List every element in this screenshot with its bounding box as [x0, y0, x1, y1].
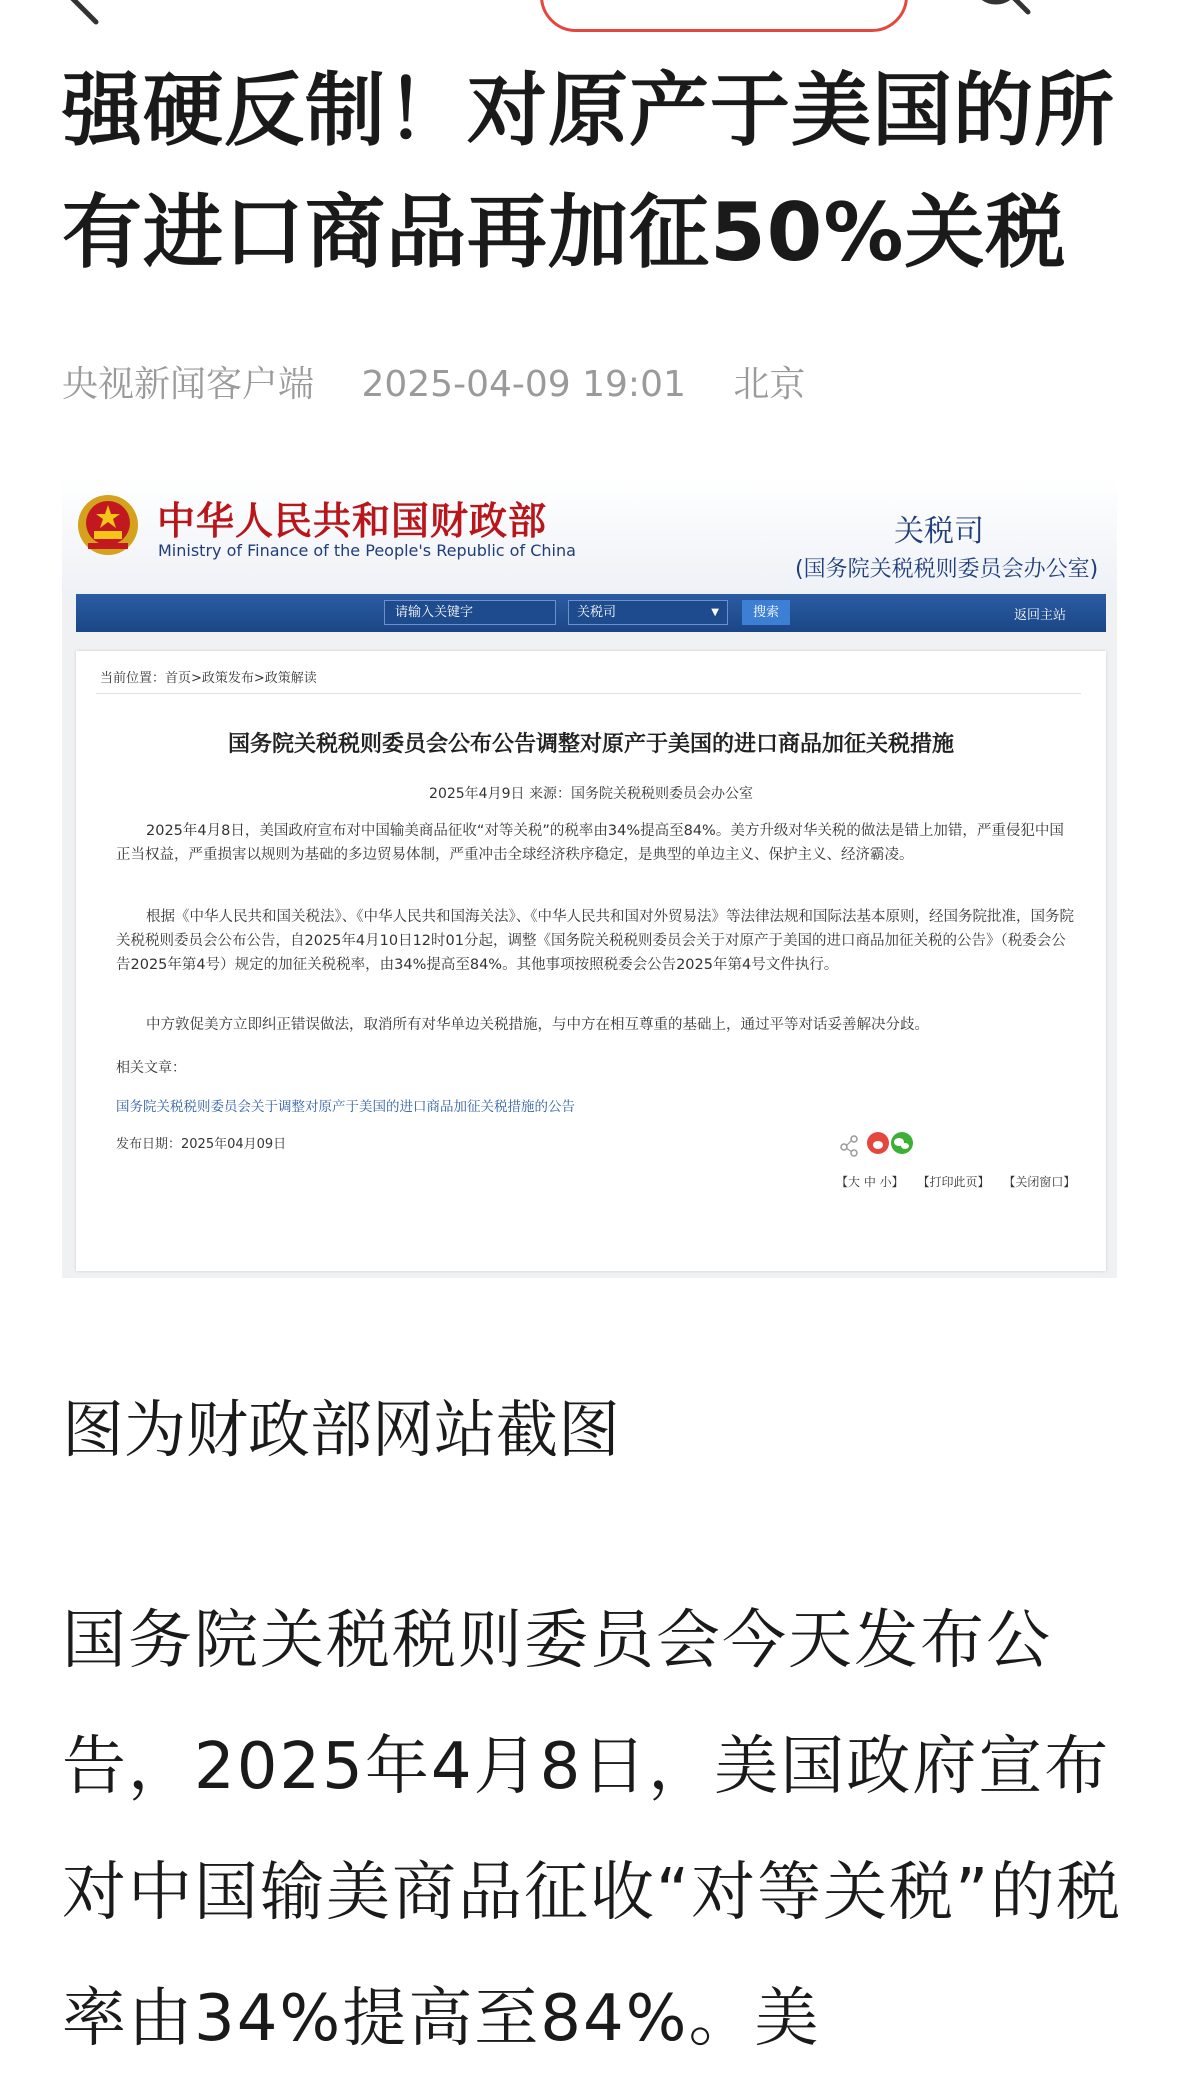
search-button[interactable]: 搜索 — [742, 600, 790, 625]
ministry-website-screenshot[interactable] — [62, 478, 1117, 1278]
search-scope-select[interactable] — [568, 600, 728, 625]
page-controls — [836, 1173, 1085, 1190]
article-body: 国务院关税税则委员会今天发布公告，2025年4月8日，美国政府宣布对中国输美商品征收“对等关税”的税率由34%提高至84%。美 — [62, 1604, 1123, 2056]
close-window-link[interactable]: 【关闭窗口】 — [1003, 1175, 1076, 1189]
ministry-name-en: Ministry of Finance of the People's Republic of China — [158, 541, 576, 560]
comment-count-button[interactable] — [540, 0, 908, 32]
document-content — [76, 651, 1106, 1271]
national-emblem-icon — [76, 493, 140, 557]
department-subtitle: (国务院关税税则委员会办公室) — [795, 557, 1099, 582]
publish-date: 发布日期：2025年04月09日 — [116, 1137, 287, 1152]
search-scope-value: 关税司 — [577, 605, 617, 620]
article-datetime: 2025-04-09 19:01 — [361, 364, 686, 405]
ministry-header — [62, 478, 1117, 594]
article-location: 北京 — [733, 364, 806, 405]
search-icon[interactable] — [966, 0, 1036, 30]
keyword-search-input[interactable]: 请输入关键字 — [384, 600, 556, 625]
article-meta — [62, 356, 841, 407]
document-paragraph: 中方敦促美方立即纠正错误做法，取消所有对华单边关税措施，与中方在相互尊重的基础上，通过平等对话妥善解决分歧。 — [146, 1017, 929, 1033]
breadcrumb[interactable]: 当前位置：首页>政策发布>政策解读 — [100, 671, 317, 686]
document-source: 2025年4月9日 来源：国务院关税税则委员会办公室 — [429, 786, 753, 802]
back-arrow-icon[interactable] — [60, 0, 110, 30]
dropdown-caret-icon: ▼ — [711, 607, 719, 618]
share-icon[interactable] — [841, 1136, 857, 1156]
share-icons — [836, 1127, 916, 1157]
home-link[interactable]: 返回主站 — [1013, 608, 1066, 623]
divider — [96, 693, 1081, 694]
image-caption: 图为财政部网站截图 — [62, 1393, 621, 1466]
weibo-icon[interactable] — [867, 1132, 889, 1154]
document-title: 国务院关税税则委员会公布公告调整对原产于美国的进口商品加征关税措施 — [227, 732, 954, 757]
ministry-name-cn: 中华人民共和国财政部 — [157, 499, 548, 543]
related-article-link[interactable]: 国务院关税税则委员会关于调整对原产于美国的进口商品加征关税措施的公告 — [116, 1099, 575, 1115]
font-size-control[interactable]: 【大 中 小】 — [836, 1175, 904, 1189]
top-nav-bar — [0, 0, 1179, 40]
document-paragraph: 2025年4月8日，美国政府宣布对中国输美商品征收“对等关税”的税率由34%提高至84%。美方升级对华关税的做法是错上加错，严重侵犯中国正当权益，严重损害以规则为基础的多边贸易体制，严重冲击全球经济秩序稳定，是典型的单边主义、保护主义、经济霸凌。 — [116, 823, 1064, 863]
related-articles-label: 相关文章： — [116, 1060, 186, 1076]
wechat-icon[interactable] — [891, 1132, 913, 1154]
document-paragraph: 根据《中华人民共和国关税法》、《中华人民共和国海关法》、《中华人民共和国对外贸易法》等法律法规和国际法基本原则，经国务院批准，国务院关税税则委员会公布公告，自2025年4月10日12时01分起，调整《国务院关税税则委员会关于对原产于美国的进口商品加征关税的公告》（税委会公告2025年第4号）规定的加征关税税率，由34%提高至84%。其他事项按照税委会公告2025年第4号文件执行。 — [116, 909, 1074, 973]
site-nav-bar — [76, 594, 1106, 632]
department-name: 关税司 — [894, 514, 984, 549]
article-title: 强硬反制！对原产于美国的所有进口商品再加征50%关税 — [62, 64, 1115, 279]
print-page-link[interactable]: 【打印此页】 — [917, 1175, 990, 1189]
article-source[interactable]: 央视新闻客户端 — [62, 364, 315, 405]
comment-count-label — [543, 0, 905, 13]
